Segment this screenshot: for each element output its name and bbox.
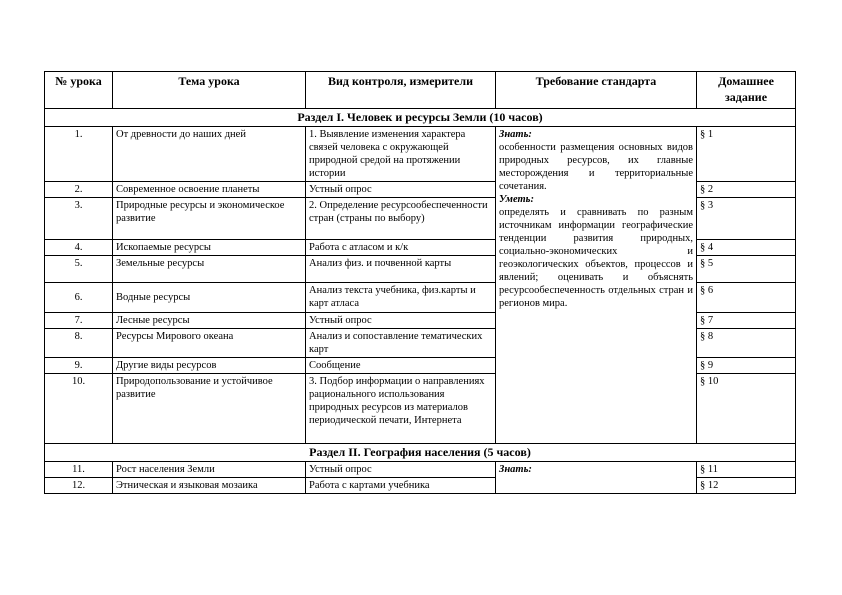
- lesson-number: 4.: [45, 240, 113, 256]
- table-header-row: [45, 72, 796, 109]
- control-type: Сообщение: [306, 358, 496, 374]
- lesson-topic: Земельные ресурсы: [113, 256, 306, 283]
- control-type: 1. Выявление изменения характера связей человека с окружающей природной средой на протяжении истории: [306, 127, 496, 182]
- control-type: Анализ текста учебника, физ.карты и карт атласа: [306, 283, 496, 313]
- homework: § 4: [697, 240, 796, 256]
- control-type: Устный опрос: [306, 182, 496, 198]
- lesson-plan-page: [44, 71, 795, 494]
- lesson-number: 10.: [45, 374, 113, 444]
- control-type: Анализ физ. и почвенной карты: [306, 256, 496, 283]
- header-control-type: Вид контроля, измерители: [306, 72, 496, 109]
- homework: § 11: [697, 462, 796, 478]
- can-label: Уметь:: [499, 194, 534, 205]
- control-type: 2. Определение ресурсообеспеченности стран (страны по выбору): [306, 198, 496, 240]
- lesson-topic: Современное освоение планеты: [113, 182, 306, 198]
- lesson-number: 11.: [45, 462, 113, 478]
- header-standard-requirement: Требование стандарта: [496, 72, 697, 109]
- table-row: [45, 462, 796, 478]
- homework: § 2: [697, 182, 796, 198]
- standard-requirement-cell-2: [496, 462, 697, 494]
- section-2-title-row: [45, 444, 796, 462]
- can-text: определять и сравнивать по разным источникам информации географические тенденции развития природных, социально-экономических и геоэкологических объектов, процессов и явлений; оценивать и объяснять ресурсообеспеченность отдельных стран и регионов мира.: [499, 207, 693, 309]
- standard-requirement-cell: [496, 127, 697, 444]
- lesson-topic: Водные ресурсы: [113, 283, 306, 313]
- lesson-number: 6.: [45, 283, 113, 313]
- table-row: [45, 127, 796, 182]
- control-type: Устный опрос: [306, 462, 496, 478]
- homework: § 10: [697, 374, 796, 444]
- control-type: Анализ и сопоставление тематических карт: [306, 329, 496, 358]
- lesson-topic: Этническая и языковая мозаика: [113, 478, 306, 494]
- header-homework: Домашнее задание: [697, 72, 796, 109]
- homework: § 6: [697, 283, 796, 313]
- homework: § 3: [697, 198, 796, 240]
- control-type: Работа с картами учебника: [306, 478, 496, 494]
- control-type: 3. Подбор информации о направлениях рационального использования природных ресурсов из материалов периодической печати, Интернета: [306, 374, 496, 444]
- lesson-topic: Рост населения Земли: [113, 462, 306, 478]
- homework: § 9: [697, 358, 796, 374]
- lesson-plan-table: [44, 71, 796, 494]
- lesson-number: 9.: [45, 358, 113, 374]
- lesson-number: 3.: [45, 198, 113, 240]
- section-1-title-row: [45, 109, 796, 127]
- section-1-title: Раздел I. Человек и ресурсы Земли (10 часов): [45, 109, 796, 127]
- homework: § 1: [697, 127, 796, 182]
- lesson-number: 2.: [45, 182, 113, 198]
- homework: § 12: [697, 478, 796, 494]
- lesson-topic: Лесные ресурсы: [113, 313, 306, 329]
- lesson-topic: Природные ресурсы и экономическое развитие: [113, 198, 306, 240]
- control-type: Работа с атласом и к/к: [306, 240, 496, 256]
- lesson-topic: Природопользование и устойчивое развитие: [113, 374, 306, 444]
- lesson-topic: От древности до наших дней: [113, 127, 306, 182]
- lesson-topic: Ресурсы Мирового океана: [113, 329, 306, 358]
- know-label: Знать:: [499, 464, 532, 475]
- control-type: Устный опрос: [306, 313, 496, 329]
- lesson-topic: Другие виды ресурсов: [113, 358, 306, 374]
- homework: § 5: [697, 256, 796, 283]
- lesson-number: 7.: [45, 313, 113, 329]
- know-label: Знать:: [499, 129, 532, 140]
- lesson-number: 8.: [45, 329, 113, 358]
- lesson-number: 12.: [45, 478, 113, 494]
- lesson-number: 5.: [45, 256, 113, 283]
- lesson-number: 1.: [45, 127, 113, 182]
- header-lesson-topic: Тема урока: [113, 72, 306, 109]
- header-lesson-number: № урока: [45, 72, 113, 109]
- homework: § 7: [697, 313, 796, 329]
- section-2-title: Раздел II. География населения (5 часов): [45, 444, 796, 462]
- homework: § 8: [697, 329, 796, 358]
- know-text: особенности размещения основных видов природных ресурсов, их главные месторождения и территориальные сочетания.: [499, 142, 693, 192]
- lesson-topic: Ископаемые ресурсы: [113, 240, 306, 256]
